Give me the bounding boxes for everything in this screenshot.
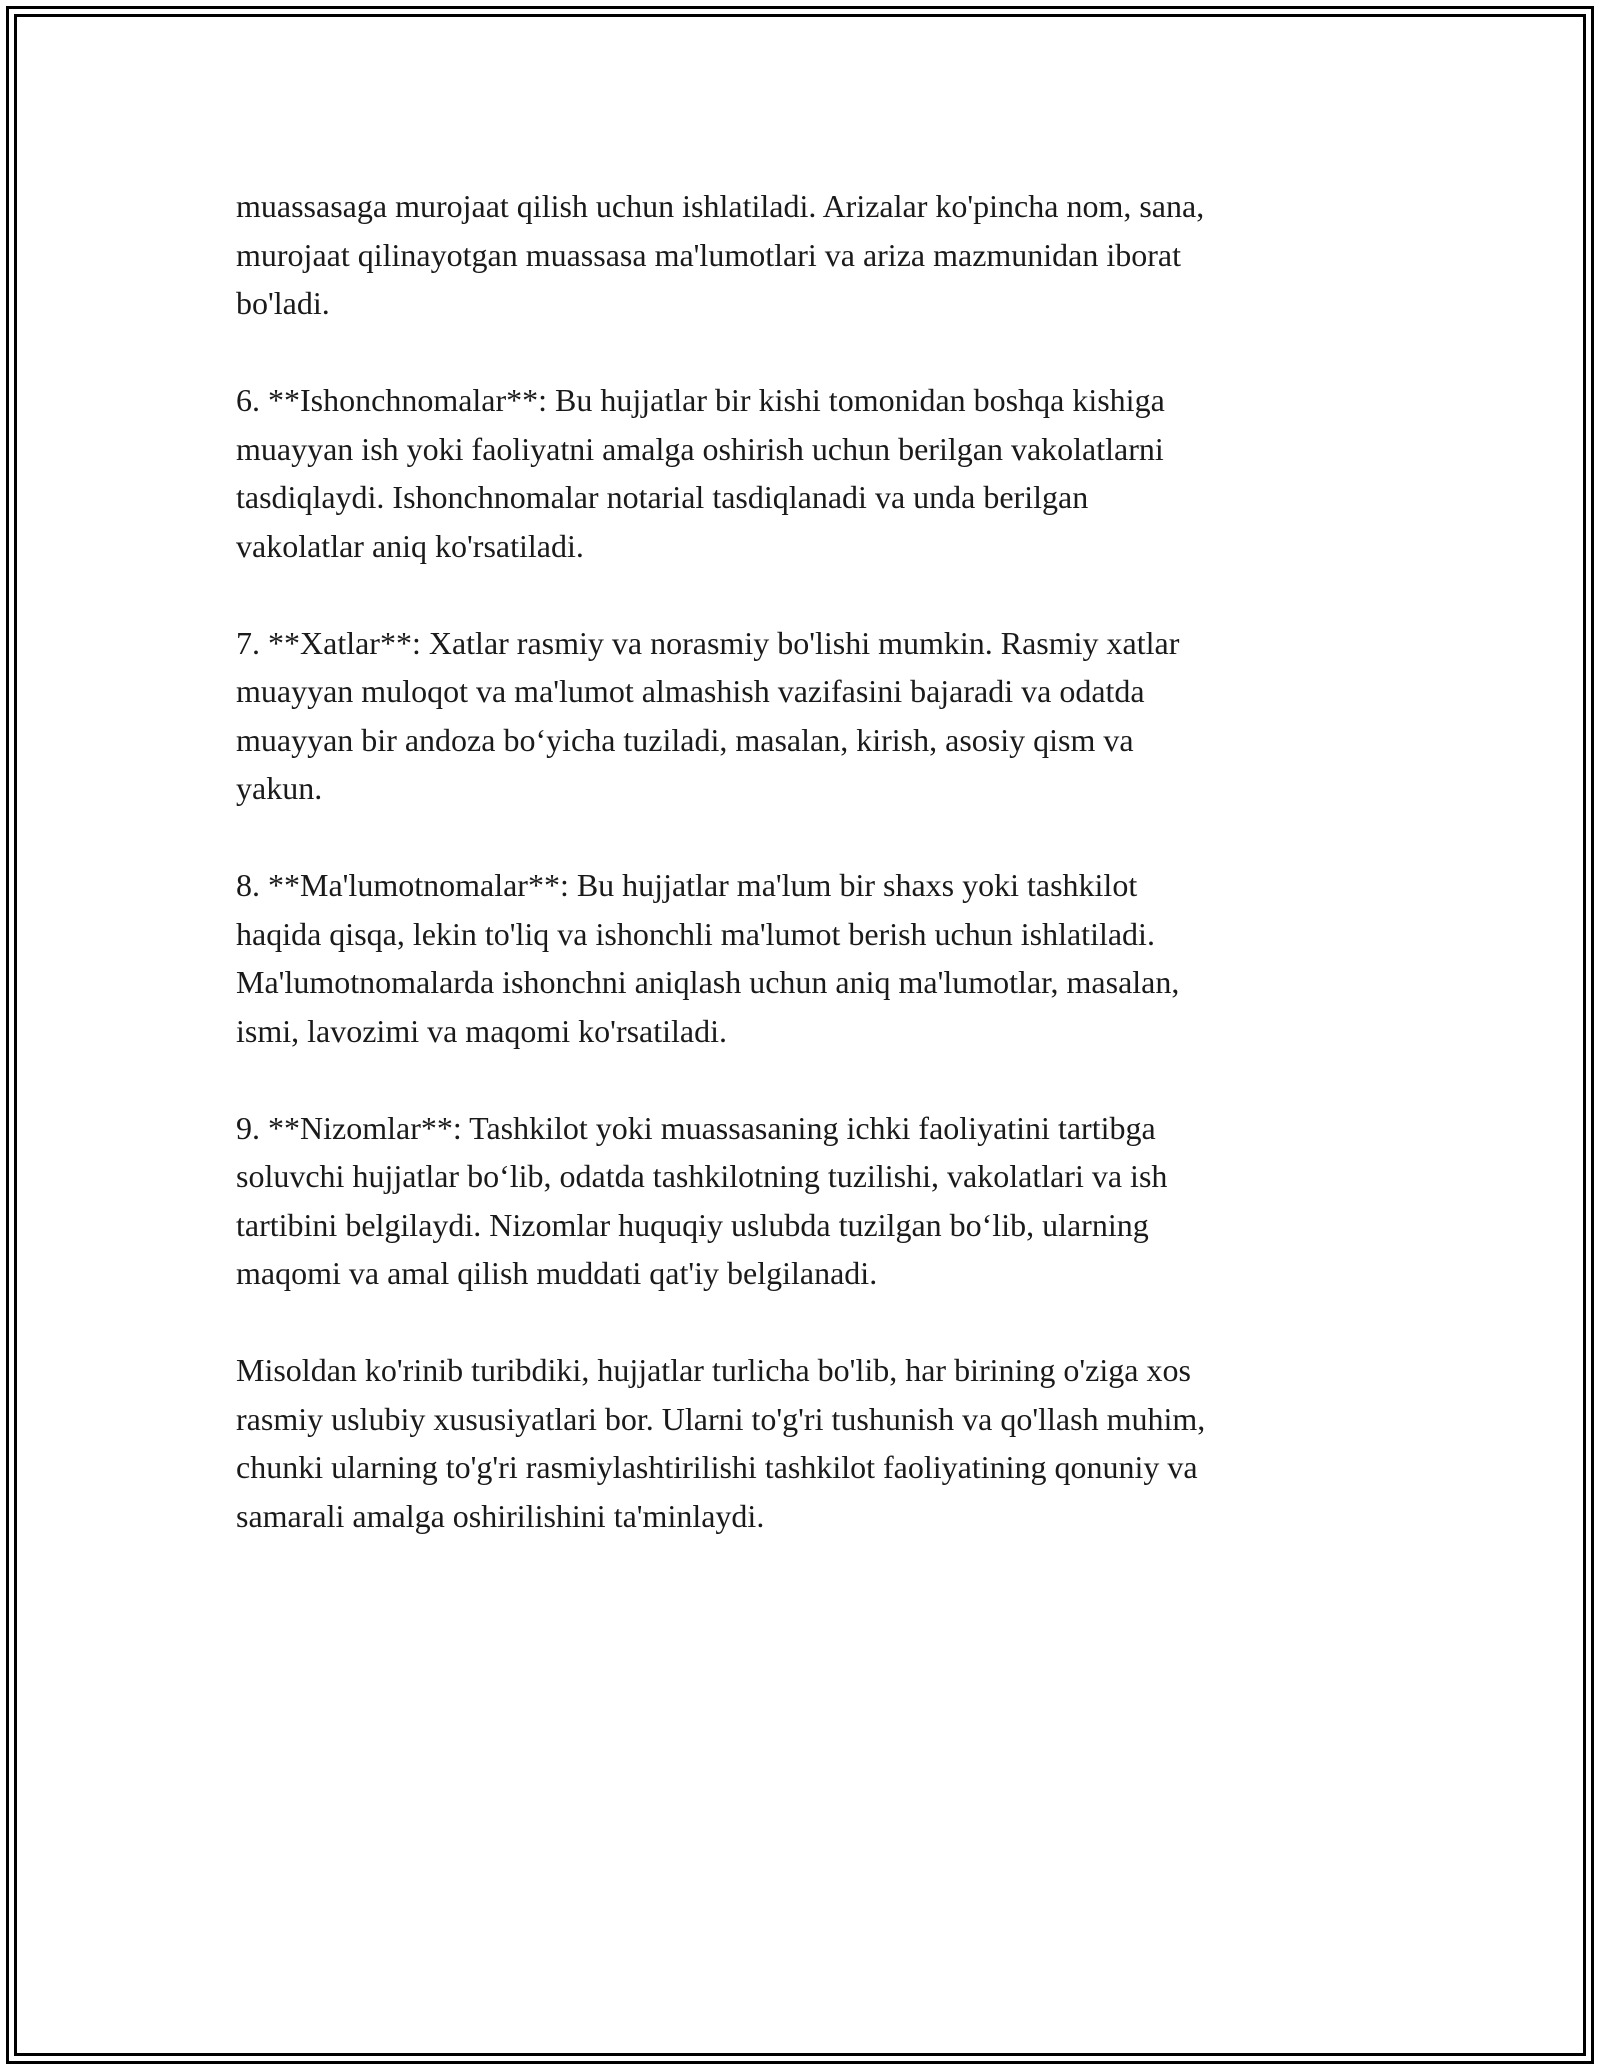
paragraph-nizomlar: 9. **Nizomlar**: Tashkilot yoki muassasaning ichki faoliyatini tartibga soluvchi hujjatlar bo‘lib, odatda tashkilotning tuzilishi, vakolatlari va ish tartibini belgilaydi. Nizomlar huquqiy uslubda tuzilgan bo‘lib, ularning maqomi va amal qilish muddati qat'iy belgilanadi. [236,1109,1168,1291]
paragraph-ishonchnomalar: 6. **Ishonchnomalar**: Bu hujjatlar bir kishi tomonidan boshqa kishiga muayyan ish yoki faoliyatni amalga oshirish uchun berilgan vakolatlarni tasdiqlaydi. Ishonchnomalar notarial tasdiqlanadi va unda berilgan vakolatlar aniq ko'rsatiladi. [236,382,1165,564]
paragraph-xatlar: 7. **Xatlar**: Xatlar rasmiy va norasmiy bo'lishi mumkin. Rasmiy xatlar muayyan muloqot va ma'lumot almashish vazifasini bajaradi va odatda muayyan bir andoza bo‘yicha tuziladi, masalan, kirish, asosiy qism va yakun. [236,624,1180,806]
paragraph-malumotnomalar: 8. **Ma'lumotnomalar**: Bu hujjatlar ma'lum bir shaxs yoki tashkilot haqida qisqa, lekin to'liq va ishonchli ma'lumot berish uchun ishlatiladi. Ma'lumotnomalarda ishonchni aniqlash uchun aniq ma'lumotlar, masalan, ismi, lavozimi va maqomi ko'rsatiladi. [236,867,1180,1049]
document-body [236,182,1366,1540]
paragraph-conclusion: Misoldan ko'rinib turibdiki, hujjatlar turlicha bo'lib, har birining o'ziga xos rasmiy uslubiy xususiyatlari bor. Ularni to'g'ri tushunish va qo'llash muhim, chunki ularning to'g'ri rasmiylashtirilishi tashkilot faoliyatining qonuniy va samarali amalga oshirilishini ta'minlaydi. [236,1352,1206,1534]
paragraph-ariza-continuation: muassasaga murojaat qilish uchun ishlatiladi. Arizalar ko'pincha nom, sana, murojaat qilinayotgan muassasa ma'lumotlari va ariza mazmunidan iborat bo'ladi. [236,188,1205,321]
